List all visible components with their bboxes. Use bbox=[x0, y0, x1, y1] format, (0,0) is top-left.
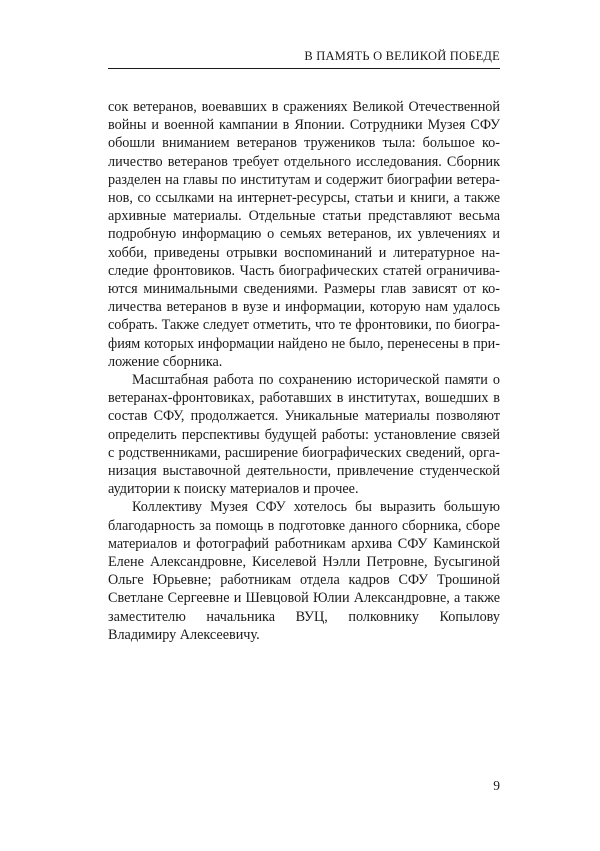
running-header-title: В ПАМЯТЬ О ВЕЛИКОЙ ПОБЕДЕ bbox=[304, 49, 500, 63]
paragraph-continuation: сок ветеранов, воевавших в сражениях Великой Отечественной войны и военной кампании в Японии. Сотрудники Музея СФУ обошли вниманием ветеранов тружеников тыла: большое количество ветеранов требует отдельного исследования. Сборник разделен на главы по институтам и содержит биографии ветеранов, со ссылками на интернет-ресурсы, статьи и книги, а также архивные материалы. Отдельные статьи представляют весьма подробную информацию о семьях ветеранов, их увлечениях и хобби, приведены отрывки воспоминаний и литературное наследие фронтовиков. Часть биографических статей ограничиваются минимальными сведениями. Размеры глав зависят от количества ветеранов в вузе и информации, которую нам удалось собрать. Также следует отметить, что те фронтовики, по биографиям которых информации найдено не было, перенесены в приложение сборника. bbox=[108, 99, 500, 370]
paragraph-museum-work: Масштабная работа по сохранению исторической памяти о ветеранах-фронтовиках, работавших в институтах, вошедших в состав СФУ, продолжается. Уникальные материалы позволяют определить перспективы будущей работы: установление связей с родственниками, расширение биографических сведений, организация выставочной деятельности, привлечение студенческой аудитории к поиску материалов и прочее. bbox=[108, 372, 500, 498]
paragraph-acknowledgements: Коллективу Музея СФУ хотелось бы выразить большую благодарность за помощь в подготовке данного сборника, сборе материалов и фотографий работникам архива СФУ Каминской Елене Александровне, Киселевой Нэлли Петровне, Бусыгиной Ольге Юрьевне; работникам отдела кадров СФУ Трошиной Светлане Сергеевне и Шевцовой Юлии Александровне, а также заместителю начальника ВУЦ, полковнику Копылову Владимиру Алексеевичу. bbox=[108, 499, 500, 643]
header-rule bbox=[108, 68, 500, 69]
body-text bbox=[108, 98, 500, 644]
page-number: 9 bbox=[493, 778, 500, 793]
